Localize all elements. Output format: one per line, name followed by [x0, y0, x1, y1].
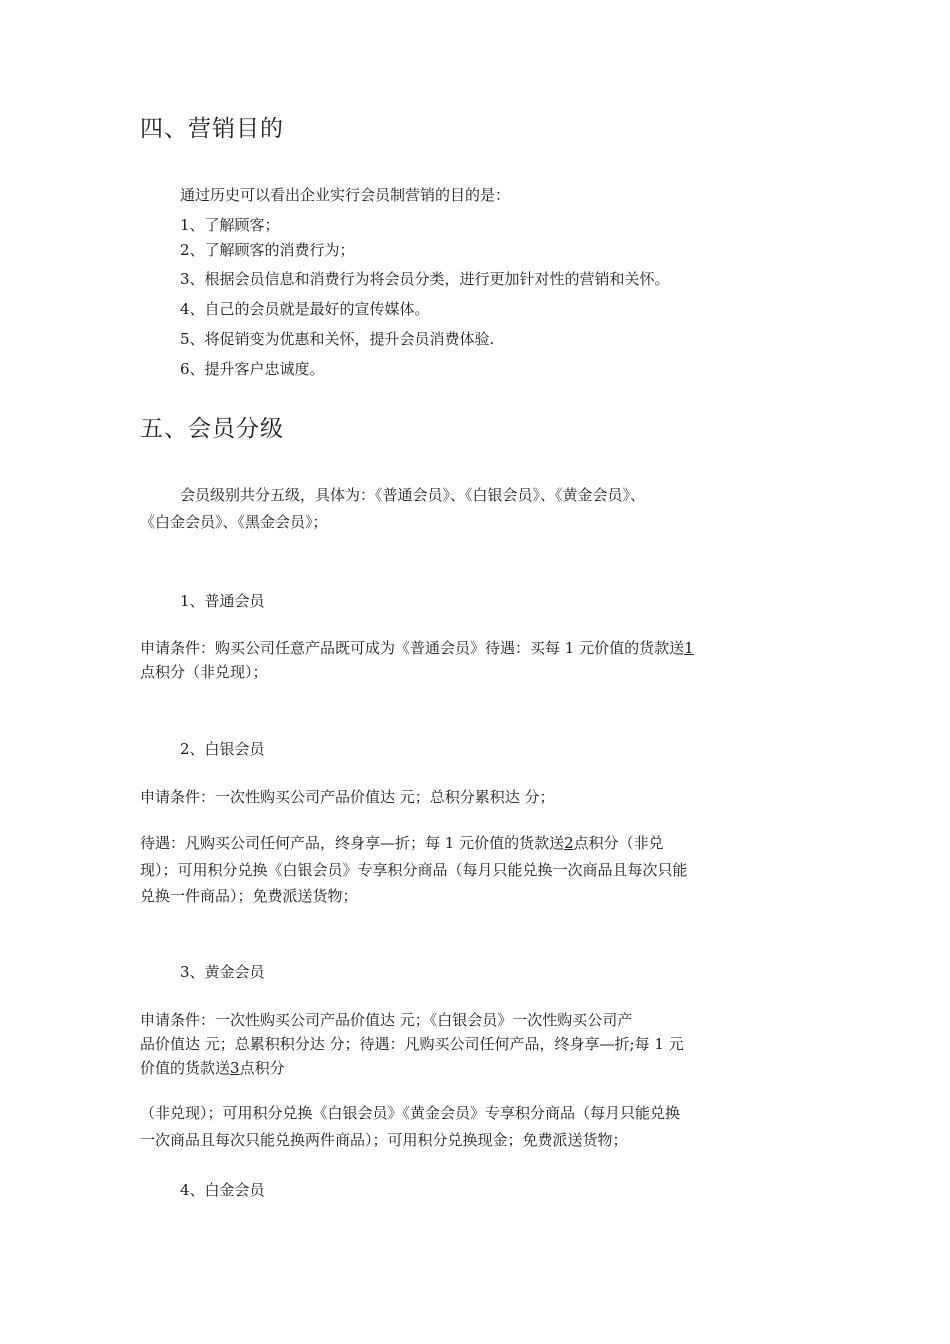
level-1-text-line: 点积分（非兑现）；: [140, 663, 268, 681]
list-item: 6、提升客户忠诚度。: [180, 360, 325, 378]
list-item: 5、将促销变为优惠和关怀，提升会员消费体验.: [180, 330, 495, 348]
list-item: 3、根据会员信息和消费行为将会员分类，进行更加针对性的营销和关怀。: [180, 270, 670, 288]
section-4-intro: 通过历史可以看出企业实行会员制营销的目的是：: [180, 186, 511, 204]
section-4-title: 四、营销目的: [140, 116, 284, 142]
level-2-benefit-text: 点积分（非兑: [573, 834, 664, 852]
list-item: 1、了解顾客；: [180, 216, 280, 234]
points-number: 1: [684, 639, 694, 657]
level-2-benefit-text: 待遇：凡购买公司任何产品，终身享—折；每 1 元价值的货款送: [140, 834, 565, 852]
section-5-intro-line: 会员级别共分五级，具体为：《普通会员》、《白银会员》、《黄金会员》、: [180, 486, 646, 504]
level-3-title: 3、黄金会员: [180, 963, 265, 981]
level-2-condition: 申请条件：一次性购买公司产品价值达 元；总积分累积达 分；: [140, 788, 555, 806]
level-2-title: 2、白银会员: [180, 740, 265, 758]
level-2-benefit-line: [140, 831, 820, 855]
level-3-text-line: [140, 1056, 820, 1080]
section-5-title: 五、会员分级: [140, 416, 284, 442]
level-3-text-line: 申请条件：一次性购买公司产品价值达 元；《白银会员》一次性购买公司产: [140, 1011, 633, 1029]
level-2-benefit-line: 兑换一件商品）；免费派送货物；: [140, 887, 358, 905]
level-1-text: 申请条件：购买公司任意产品既可成为《普通会员》待遇：买每 1 元价值的货款送: [140, 639, 685, 657]
level-3-text: 价值的货款送: [140, 1059, 231, 1077]
level-4-title: 4、白金会员: [180, 1181, 265, 1199]
section-5-intro-line: 《白金会员》、《黑金会员》；: [140, 513, 328, 531]
level-1-text-line: [140, 636, 820, 660]
level-2-benefit-line: 现）；可用积分兑换《白银会员》专享积分商品（每月只能兑换一次商品且每次只能: [140, 861, 688, 879]
points-number: 3: [230, 1059, 240, 1077]
list-item: 2、了解顾客的消费行为；: [180, 241, 355, 259]
level-3-text-line: （非兑现）；可用积分兑换《白银会员》《黄金会员》专享积分商品（每月只能兑换: [140, 1104, 681, 1122]
level-1-title: 1、普通会员: [180, 592, 265, 610]
level-3-text-line: 品价值达 元；总累积积分达 分；待遇：凡购买公司任何产品，终身享—折;每 1 元: [140, 1035, 684, 1053]
list-item: 4、自己的会员就是最好的宣传媒体。: [180, 300, 430, 318]
level-3-text-line: 一次商品且每次只能兑换两件商品）；可用积分兑换现金；免费派送货物；: [140, 1131, 628, 1149]
points-number: 2: [564, 834, 574, 852]
level-3-text: 点积分: [239, 1059, 285, 1077]
